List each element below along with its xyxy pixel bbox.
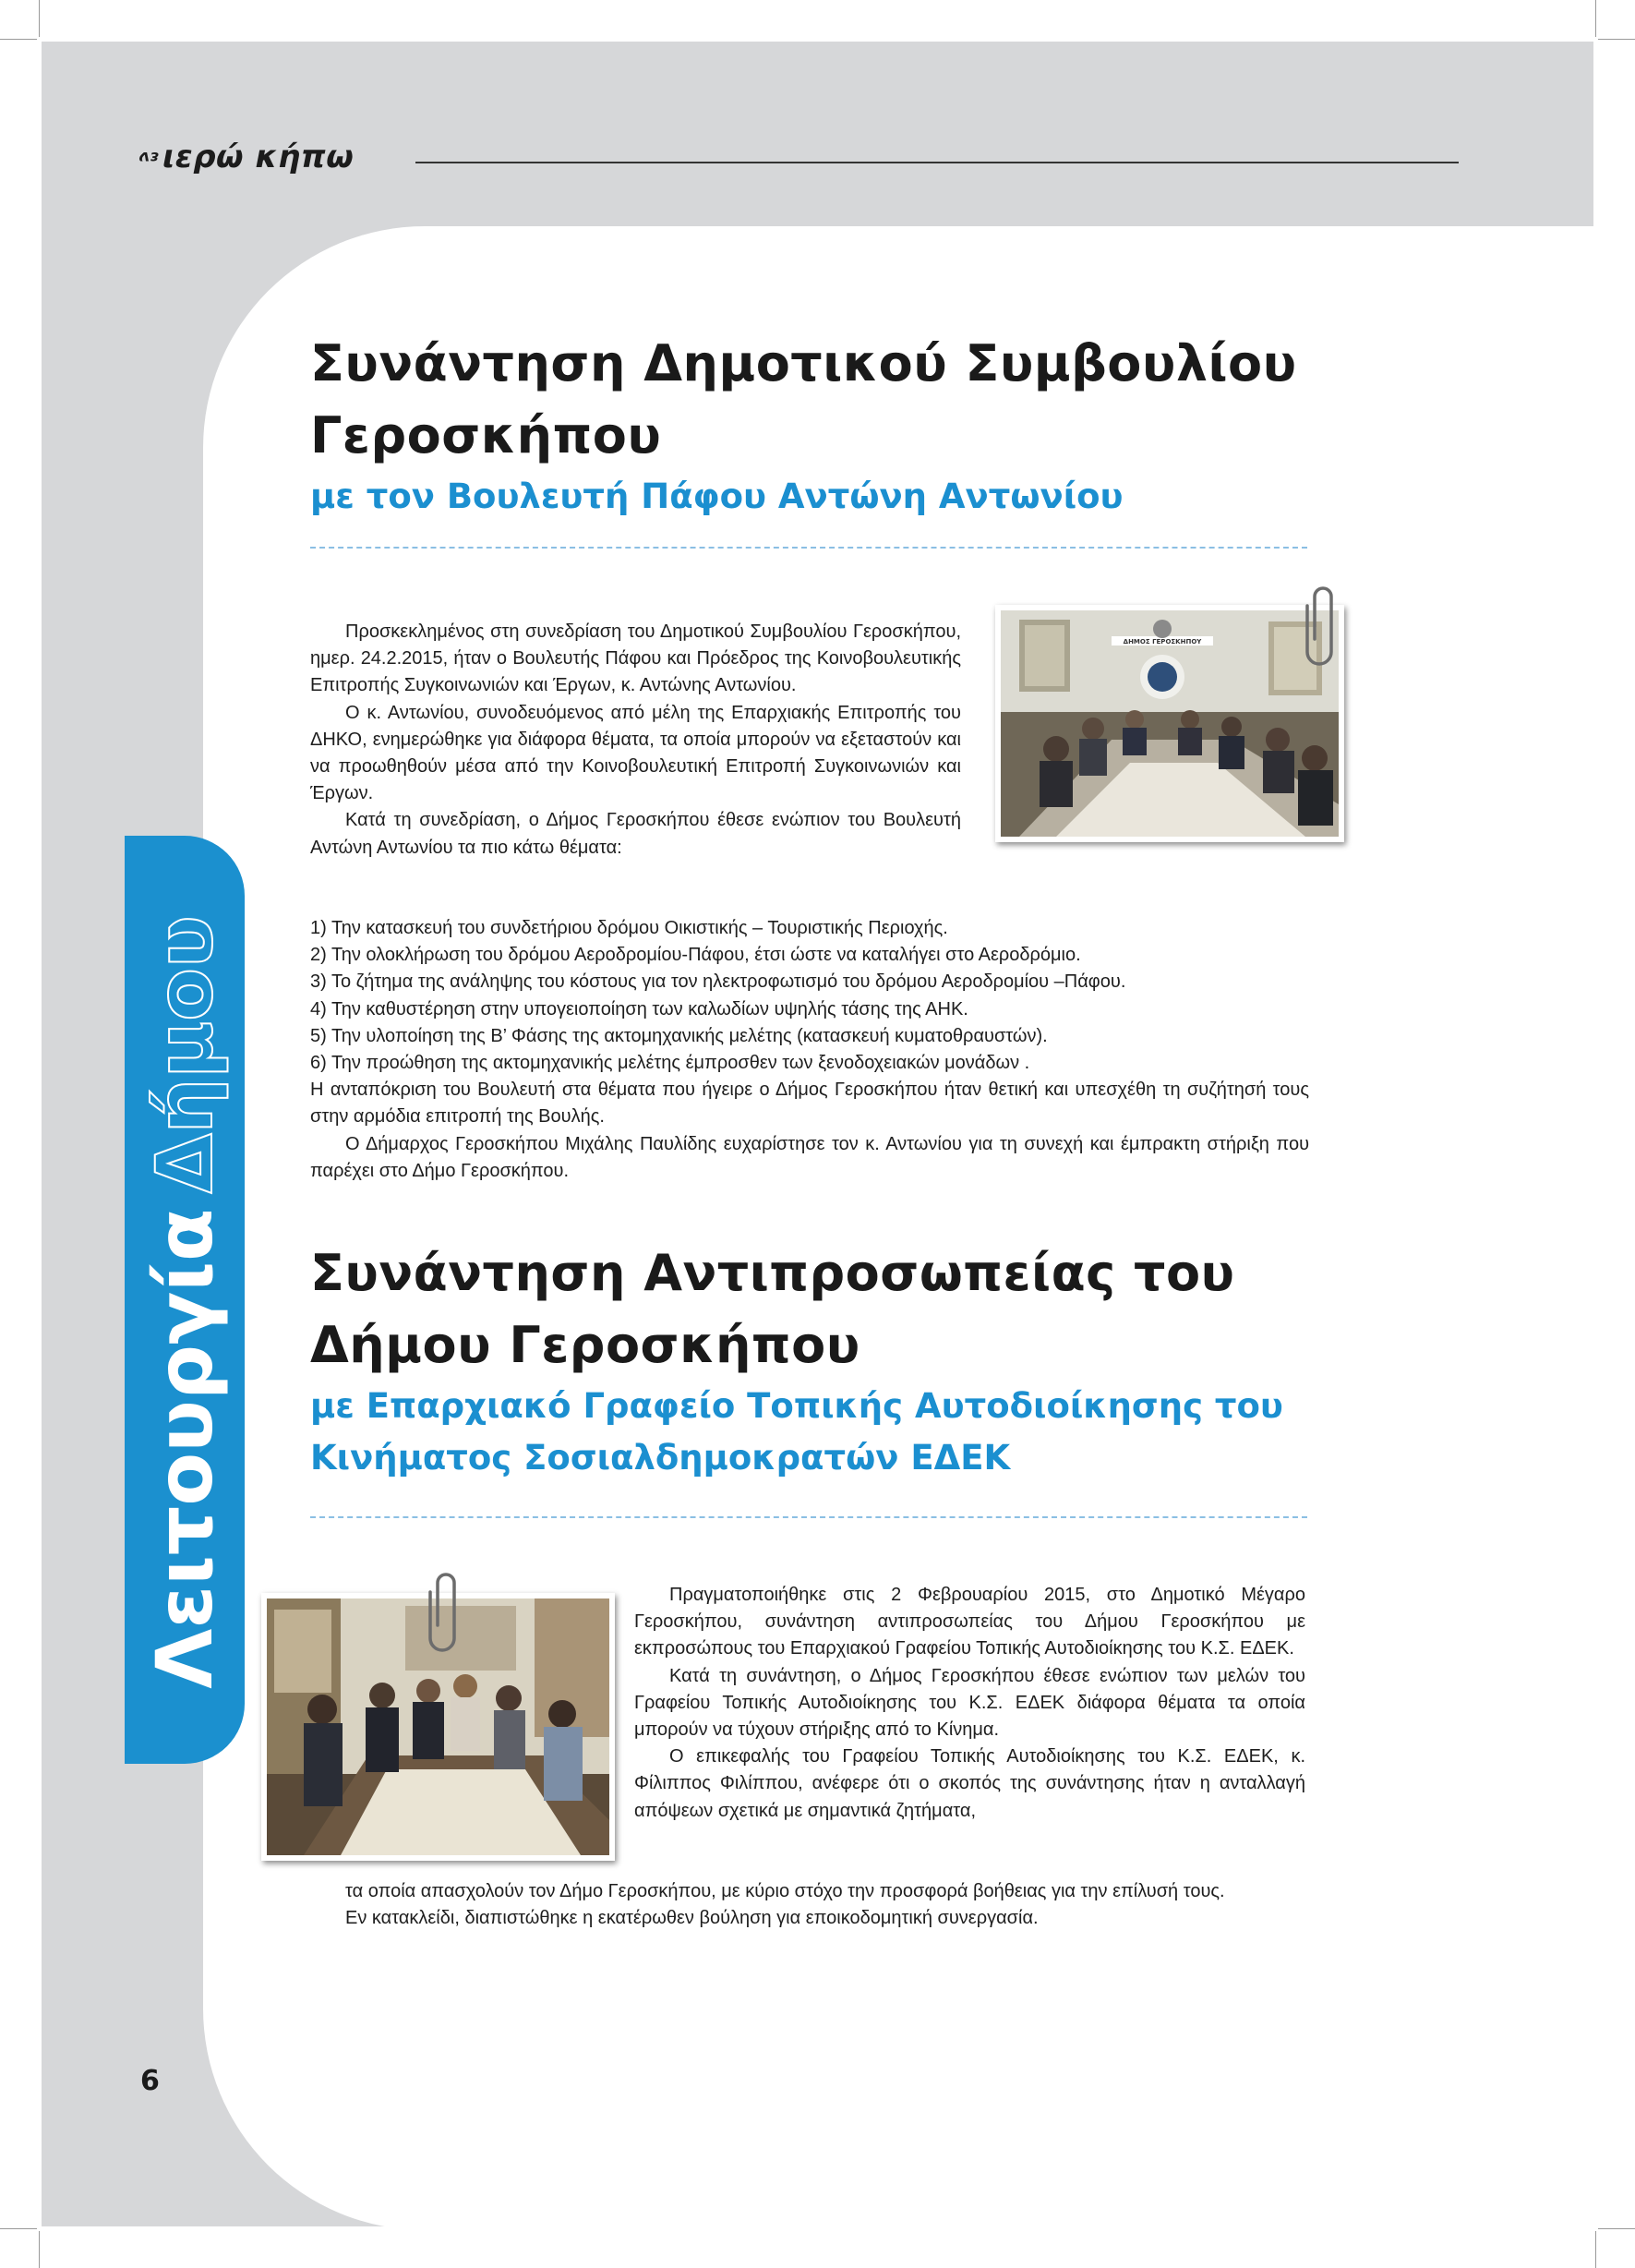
article2-divider bbox=[310, 1516, 1307, 1518]
article1-body bbox=[310, 915, 1309, 1185]
photo-sign-text: ΔΗΜΟΣ ΓΕΡΟΣΚΗΠΟΥ bbox=[1123, 638, 1202, 645]
article2-paragraph: Ο επικεφαλής του Γραφείου Τοπικής Αυτοδιοίκησης του Κ.Σ. ΕΔΕΚ, κ. Φίλιππος Φιλίππου, ανέφερε ότι ο σκοπός της συνάντησης ήταν η ανταλλαγή απόψεων σχετικά με σημαντικά ζητήματα, bbox=[634, 1746, 1305, 1821]
article2-conclusion: Εν κατακλείδι, διαπιστώθηκε η εκατέρωθεν βούληση για εποικοδομητική συνεργασία. bbox=[345, 1908, 1039, 1929]
article1-list-item: 6) Την προώθηση της ακτομηχανικής μελέτης έμπροσθεν των ξενοδοχειακών μονάδων . bbox=[310, 1053, 1030, 1074]
crop-mark bbox=[1595, 0, 1596, 37]
masthead-prefix: εν bbox=[138, 148, 160, 166]
article2-title-line: Συνάντηση Αντιπροσωπείας του bbox=[310, 1244, 1235, 1302]
page-number: 6 bbox=[140, 2065, 160, 2097]
article1-paragraph: Ο κ. Αντωνίου, συνοδευόμενος από μέλη της Επαρχιακής Επιτροπής του ΔΗΚΟ, ενημερώθηκε για διάφορα θέματα, τα οποία μπορούν να εξεταστούν και να προωθηθούν μέσα από την Κοινοβουλευτική Επιτροπή Συγκοινωνιών και Έργων. bbox=[310, 702, 961, 804]
article2-title-line: Δήμου Γεροσκήπου bbox=[310, 1316, 860, 1374]
crop-mark bbox=[39, 2231, 40, 2268]
article2-continuation: τα οποία απασχολούν τον Δήμο Γεροσκήπου, με κύριο στόχο την προσφορά βοήθειας για την επίλυσή τους. bbox=[345, 1881, 1225, 1901]
article1-list-item: 2) Την ολοκλήρωση του δρόμου Αεροδρομίου-Πάφου, έτσι ώστε να καταλήγει στο Αεροδρόμιο. bbox=[310, 945, 1081, 966]
article1-paragraph: Κατά τη συνεδρίαση, ο Δήμος Γεροσκήπου έθεσε ενώπιον του Βουλευτή Αντώνη Αντωνίου τα πιο κάτω θέματα: bbox=[310, 810, 961, 858]
article1-title-line: Γεροσκήπου bbox=[310, 406, 662, 464]
paperclip-icon bbox=[1302, 584, 1339, 667]
crop-mark bbox=[0, 39, 37, 40]
crop-mark bbox=[1595, 2231, 1596, 2268]
paperclip-icon bbox=[425, 1570, 462, 1653]
article2-paragraph: Κατά τη συνάντηση, ο Δήμος Γεροσκήπου έθεσε ενώπιον των μελών του Γραφείου Τοπικής Αυτοδιοίκησης του Κ.Σ. ΕΔΕΚ διάφορα θέματα τα οποία μπορούν να τύχουν στήριξης από το Κίνημα. bbox=[634, 1665, 1305, 1741]
section-tab-word1: Λειτουργία bbox=[139, 1208, 230, 1689]
crop-mark bbox=[39, 0, 40, 37]
article1-intro bbox=[310, 619, 961, 862]
crop-mark bbox=[1598, 2228, 1635, 2229]
article1-closing: Ο Δήμαρχος Γεροσκήπου Μιχάλης Παυλίδης ευχαρίστησε τον κ. Αντωνίου για τη συνεχή και έμπρακτη στήριξη που παρέχει στο Δήμο Γεροσκήπου. bbox=[310, 1133, 1309, 1181]
article1-divider bbox=[310, 547, 1307, 549]
article1-response: Η ανταπόκριση του Βουλευτή στα θέματα που ήγειρε ο Δήμος Γεροσκήπου ήταν θετική και υπεσχέθη τη συζήτησή τους στην αρμόδια επιτροπή της Βουλής. bbox=[310, 1080, 1309, 1128]
masthead-title: ιερώ κήπω bbox=[162, 139, 355, 175]
article2-intro bbox=[634, 1582, 1305, 1825]
section-tab-label bbox=[139, 915, 230, 1688]
article1-list-item: 4) Την καθυστέρηση στην υπογειοποίηση των καλωδίων υψηλής τάσης της ΑΗΚ. bbox=[310, 998, 968, 1019]
article1-subtitle: με τον Βουλευτή Πάφου Αντώνη Αντωνίου bbox=[310, 477, 1124, 516]
article2-body bbox=[310, 1878, 1309, 1932]
section-tab-word2: Δήμου bbox=[139, 915, 230, 1194]
article1-photo bbox=[995, 605, 1344, 842]
article2-title bbox=[310, 1237, 1235, 1381]
article1-list-item: 3) Το ζήτημα της ανάληψης του κόστους για τον ηλεκτροφωτισμό του δρόμου Αεροδρομίου –Πάφου. bbox=[310, 971, 1126, 993]
article1-title bbox=[310, 328, 1297, 472]
article1-list-item: 5) Την υλοποίηση της Β’ Φάσης της ακτομηχανικής μελέτης (κατασκευή κυματοθραυστών). bbox=[310, 1025, 1048, 1046]
article1-paragraph: Προσκεκλημένος στη συνεδρίαση του Δημοτικού Συμβουλίου Γεροσκήπου, ημερ. 24.2.2015, ήταν ο Βουλευτής Πάφου και Πρόεδρος της Κοινοβουλευτικής Επιτροπής Συγκοινωνιών και Έργων, κ. Αντώνης Αντωνίου. bbox=[310, 621, 961, 696]
crop-mark bbox=[1598, 39, 1635, 40]
article2-subtitle bbox=[310, 1381, 1283, 1484]
article2-subtitle-line: με Επαρχιακό Γραφείο Τοπικής Αυτοδιοίκησης του bbox=[310, 1386, 1283, 1426]
masthead bbox=[138, 139, 354, 175]
article2-paragraph: Πραγματοποιήθηκε στις 2 Φεβρουαρίου 2015, στο Δημοτικό Μέγαρο Γεροσκήπου, συνάντηση αντιπροσωπείας του Δήμου Γεροσκήπου με εκπροσώπους του Επαρχιακού Γραφείου Τοπικής Αυτοδιοίκησης του Κ.Σ. ΕΔΕΚ. bbox=[634, 1585, 1305, 1659]
article2-subtitle-line: Κινήματος Σοσιαλδημοκρατών ΕΔΕΚ bbox=[310, 1438, 1011, 1478]
masthead-rule bbox=[415, 162, 1459, 163]
article1-title-line: Συνάντηση Δημοτικού Συμβουλίου bbox=[310, 334, 1297, 392]
crop-mark bbox=[0, 2228, 37, 2229]
article1-list-item: 1) Την κατασκευή του συνδετήριου δρόμου Οικιστικής – Τουριστικής Περιοχής. bbox=[310, 918, 948, 938]
